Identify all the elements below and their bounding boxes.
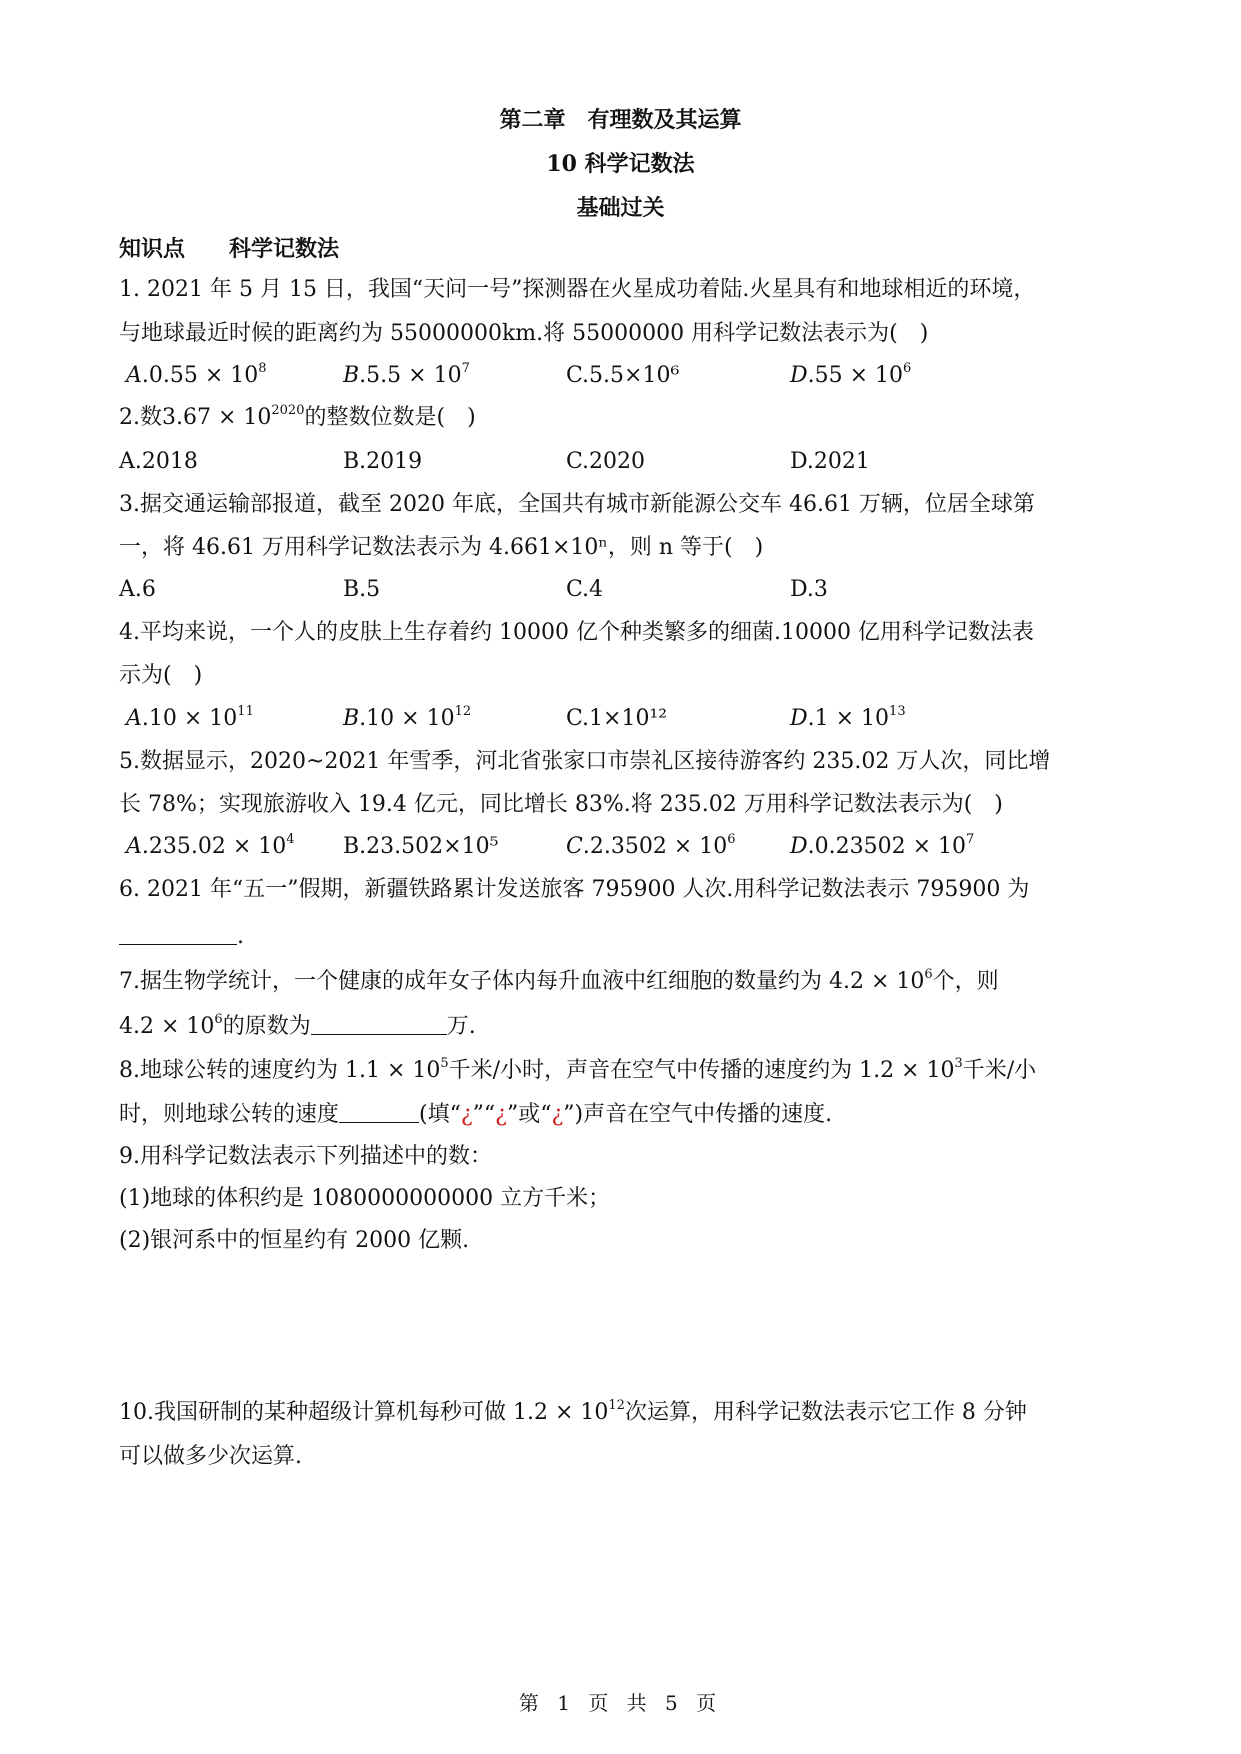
question-1-option-c: C.5.5×10⁶ — [566, 363, 680, 388]
question-2-option-d: D.2021 — [790, 449, 870, 474]
question-1-option-d: $D.55 \times 10^6$ — [790, 361, 912, 388]
question-4-line-1: 4.平均来说，一个人的皮肤上生存着约 10000 亿个种类繁多的细菌.10000 亿用科学记数法表 — [119, 620, 1034, 645]
question-2-option-a: A.2018 — [119, 449, 198, 474]
question-3-option-b: B.5 — [343, 577, 381, 602]
answer-blank[interactable] — [339, 1100, 419, 1123]
question-10-line-2: 可以做多少次运算. — [119, 1444, 302, 1469]
question-3-option-c: C.4 — [566, 577, 604, 602]
question-3-line-1: 3.据交通运输部报道，截至 2020 年底，全国共有城市新能源公交车 46.61 万辆，位居全球第 — [119, 492, 1035, 517]
question-9-stem: 9.用科学记数法表示下列描述中的数： — [119, 1144, 492, 1169]
question-4-option-a: $A.10 \times 10^{11}$ — [126, 704, 254, 731]
question-4-option-d: $D.1 \times 10^{13}$ — [790, 704, 906, 731]
question-7-line-1: 7.据生物学统计，一个健康的成年女子体内每升血液中红细胞的数量约为 $4.2 \times 10^6$个，则 — [119, 967, 999, 994]
question-4-line-2: 示为( ) — [119, 663, 203, 688]
question-8-line-2: 时，则地球公转的速度 (填“¿”“¿”或“¿”)声音在空气中传播的速度. — [119, 1102, 833, 1127]
question-2-option-c: C.2020 — [566, 449, 646, 474]
question-9-part-1: (1)地球的体积约是 1080000000000 立方千米； — [119, 1186, 611, 1211]
section-title: 10 科学记数法 — [546, 151, 695, 177]
question-7-line-2: $4.2 \times 10^6$的原数为 万. — [119, 1012, 476, 1039]
question-3-line-2: 一，将 46.61 万用科学记数法表示为 4.661×10ⁿ，则 n 等于( ) — [119, 535, 764, 560]
question-4-option-c: C.1×10¹² — [566, 706, 668, 731]
page-number: 第 1 页 共 5 页 — [518, 1691, 723, 1715]
question-4-option-b: $B.10 \times 10^{12}$ — [343, 704, 472, 731]
chapter-title: 第二章 有理数及其运算 — [499, 107, 742, 133]
question-6-line-1: 6. 2021 年“五一”假期，新疆铁路累计发送旅客 795900 人次.用科学记数法表示 795900 为 — [119, 877, 1030, 902]
comparison-mark: ¿ — [460, 1102, 473, 1127]
question-5-line-2: 长 78%；实现旅游收入 19.4 亿元，同比增长 83%.将 235.02 万用科学记数法表示为( ) — [119, 792, 1003, 817]
question-3-option-a: A.6 — [119, 577, 156, 602]
question-8-line-1: 8.地球公转的速度约为 $1.1 \times 10^5$千米/小时，声音在空气中传播的速度约为 $1.2 \times 10^3$千米/小 — [119, 1056, 1037, 1083]
question-1-option-b: $B.5.5 \times 10^7$ — [343, 361, 470, 388]
question-5-option-a: $A.235.02 \times 10^4$ — [126, 832, 295, 859]
question-3-option-d: D.3 — [790, 577, 828, 602]
question-6-line-2: . — [119, 921, 1129, 953]
question-5-option-d: $D.0.23502 \times 10^7$ — [790, 832, 975, 859]
question-5-option-b: B.23.502×10⁵ — [343, 834, 499, 859]
question-1-line-1: 1. 2021 年 5 月 15 日，我国“天问一号”探测器在火星成功着陆.火星具有和地球相近的环境， — [119, 277, 1036, 302]
comparison-mark: ¿ — [551, 1102, 564, 1127]
question-5-option-c: $C.2.3502 \times 10^6$ — [566, 832, 736, 859]
subsection-title: 基础过关 — [576, 195, 665, 221]
answer-blank[interactable] — [311, 1012, 447, 1035]
question-10-line-1: 10.我国研制的某种超级计算机每秒可做 $1.2 \times 10^{12}$次运算，用科学记数法表示它工作 8 分钟 — [119, 1398, 1027, 1425]
question-5-line-1: 5.数据显示，2020~2021 年雪季，河北省张家口市崇礼区接待游客约 235.02 万人次，同比增 — [119, 749, 1051, 774]
knowledge-point-heading: 知识点 科学记数法 — [119, 236, 340, 262]
question-1-option-a: $A.0.55 \times 10^8$ — [126, 361, 267, 388]
question-9-part-2: (2)银河系中的恒星约有 2000 亿颗. — [119, 1228, 470, 1253]
answer-blank[interactable] — [119, 922, 237, 945]
question-2-option-b: B.2019 — [343, 449, 423, 474]
question-1-line-2: 与地球最近时候的距离约为 55000000km.将 55000000 用科学记数法表示为( ) — [119, 321, 929, 346]
comparison-mark: ¿ — [495, 1102, 507, 1127]
question-2-stem: 2.数$3.67 \times 10^{2020}$的整数位数是( ) — [119, 403, 476, 430]
